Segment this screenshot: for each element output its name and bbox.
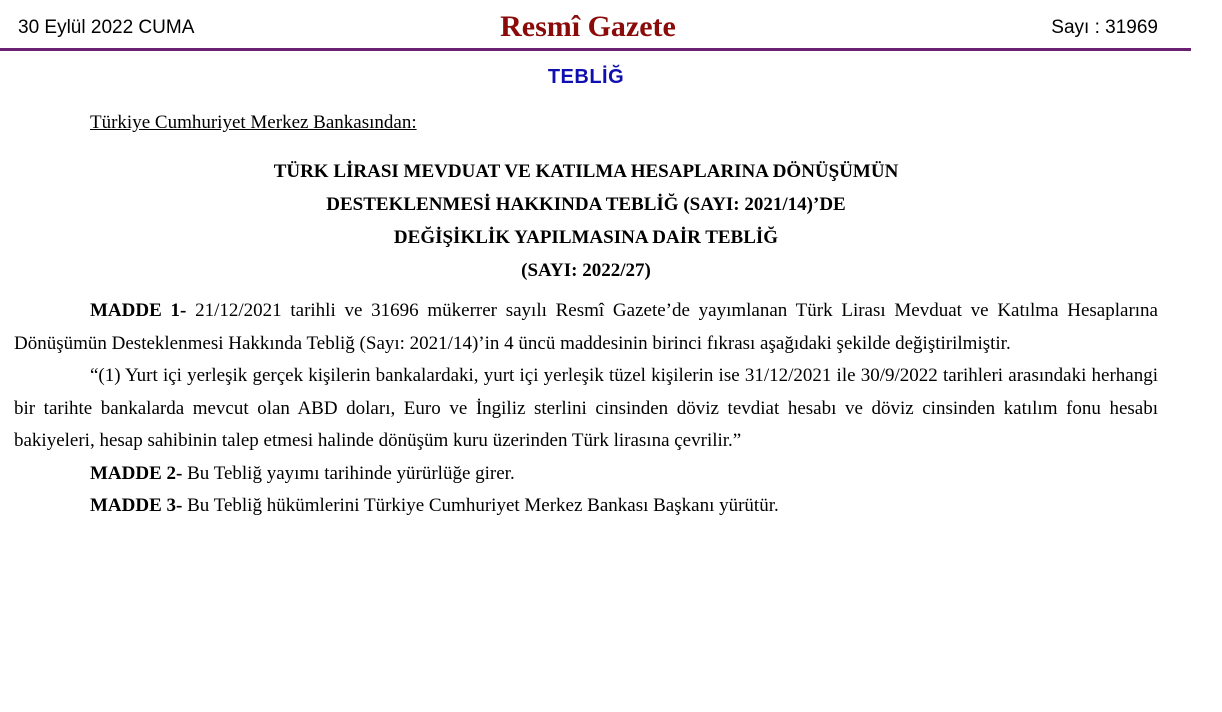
article-text: “(1) Yurt içi yerleşik gerçek kişilerin bankalardaki, yurt içi yerleşik tüzel kişilerin ise 31/12/2021 ile 30/9/2022 tarihleri arasındaki herhangi bir tarihte bankalarda mevcut olan ABD doları, Euro ve İngiliz sterlini cinsinden döviz tevdiat hesabı ve döviz cinsinden katılım fonu hesabı bakiyeleri, hesap sahibinin talep etmesi halinde dönüşüm kuru üzerinden Türk lirasına çevrilir.” [14,365,1158,451]
article-paragraph [14,458,1158,491]
articles [14,295,1158,523]
gazette-masthead: Resmî Gazete [500,10,676,43]
issuing-authority-text: Türkiye Cumhuriyet Merkez Bankasından: [90,112,417,133]
issue-number: Sayı : 31969 [1051,17,1158,38]
notice-title [14,155,1158,287]
article-text: Bu Tebliğ yayımı tarihinde yürürlüğe girer. [182,462,515,484]
header-rule-divider [0,48,1191,51]
article-text: Bu Tebliğ hükümlerini Türkiye Cumhuriyet Merkez Bankası Başkanı yürütür. [182,495,779,516]
article-text: 21/12/2021 tarihli ve 31696 mükerrer sayılı Resmî Gazete’de yayımlanan Türk Lirası Mevduat ve Katılma Hesaplarına Dönüşümün Desteklenmesi Hakkında Tebliğ (Sayı: 2021/14)’in 4 üncü maddesinin birinci fıkrası aşağıdaki şekilde değiştirilmiştir. [14,300,1158,354]
page-header [0,0,1222,48]
notice-title-line: DESTEKLENMESİ HAKKINDA TEBLİĞ (SAYI: 2021/14)’DE [326,194,846,215]
document-body [14,66,1158,523]
article-label: MADDE 1- [90,300,187,321]
article-paragraph [14,490,1158,523]
article-label: MADDE 2- [90,462,183,484]
article-paragraph [14,295,1158,360]
article-label: MADDE 3- [90,495,183,516]
notice-title-line: TÜRK LİRASI MEVDUAT VE KATILMA HESAPLARINA DÖNÜŞÜMÜN [273,161,899,182]
section-heading-teblig: TEBLİĞ [547,66,625,88]
article-paragraph [14,360,1158,458]
notice-title-line: DEĞİŞİKLİK YAPILMASINA DAİR TEBLİĞ [393,227,779,248]
notice-title-line: (SAYI: 2022/27) [521,260,651,281]
issue-date: 30 Eylül 2022 CUMA [18,17,195,38]
issuing-authority [14,110,1158,136]
